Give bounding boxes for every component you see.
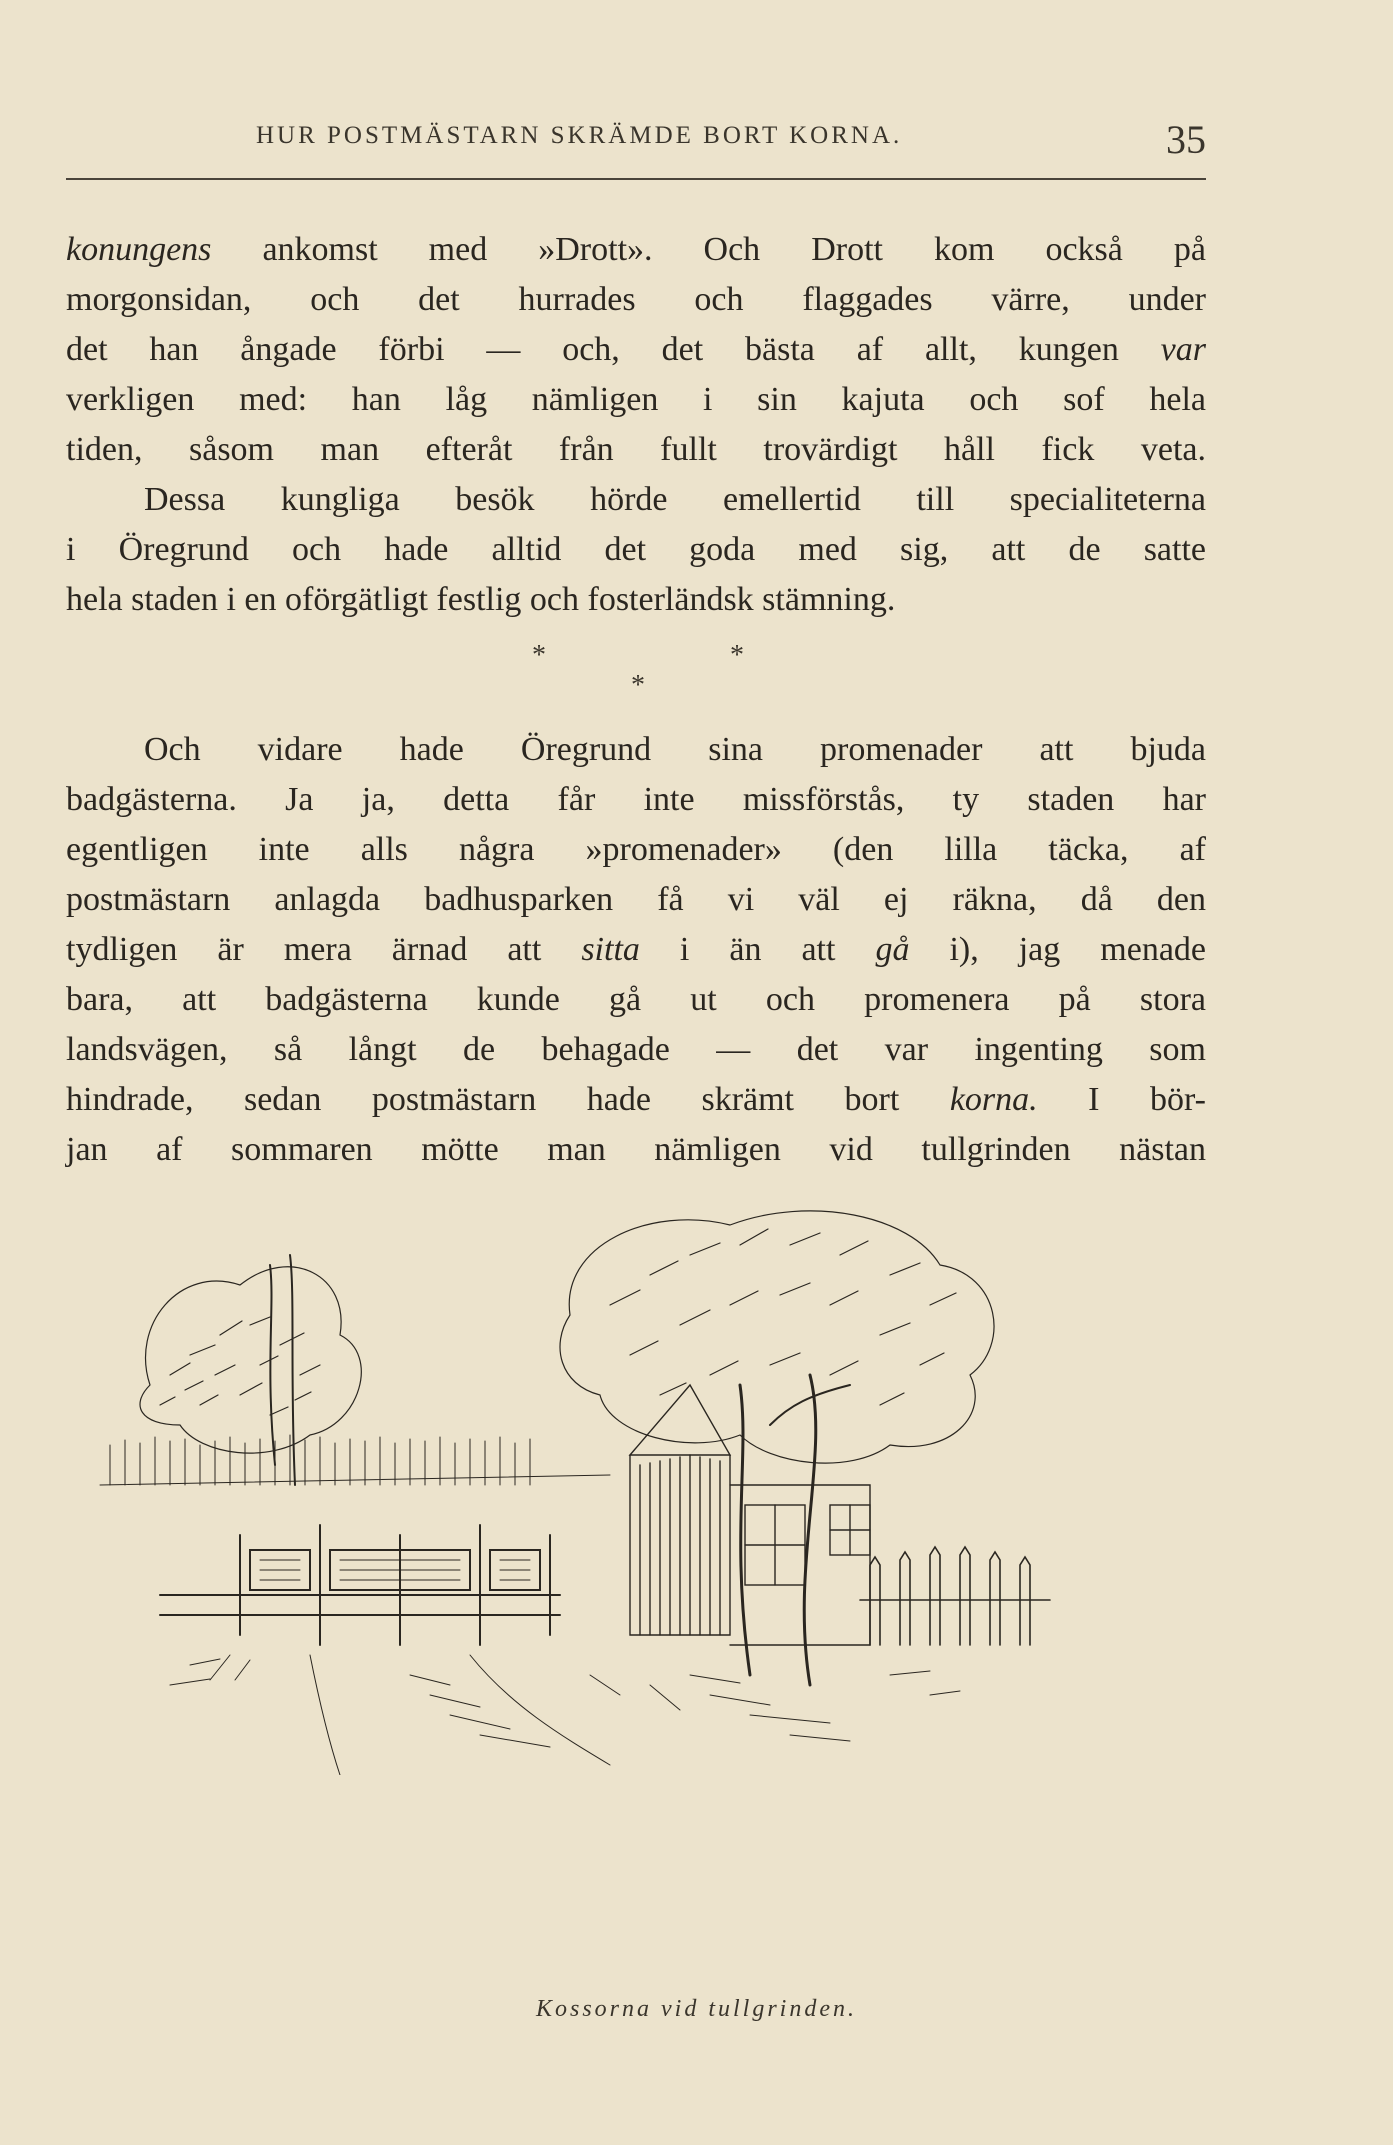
text-line [66,475,1206,525]
picket-fence-right [860,1547,1050,1645]
italic-word: var [1160,331,1206,368]
italic-word: gå [875,931,910,968]
text-line [66,425,1206,475]
line-text: ankomst med »Drott». Och Drott kom också på [211,231,1206,268]
running-head: HUR POSTMÄSTARN SKRÄMDE BORT KORNA. [256,122,903,149]
italic-word: konungens [66,231,212,268]
text-line [66,225,1206,275]
line-text: jan af sommaren mötte man nämligen vid tullgrinden nästan [66,1131,1206,1168]
page-header [66,117,1206,162]
house [630,1385,870,1645]
text-line [66,375,1206,425]
page-number: 35 [1166,117,1206,162]
asterisk: * [532,640,546,671]
asterism [0,640,1393,710]
line-text: verkligen med: han låg nämligen i sin kajuta och sof hela [66,381,1206,418]
ground [170,1655,960,1775]
text-line [66,325,1206,375]
back-fence [100,1435,610,1485]
line-text: det han ångade förbi — och, det bästa af allt, kungen [66,331,1161,368]
line-text: hela staden i en oförgätligt festlig och fosterländsk stämning. [66,581,896,618]
line-text: tydligen är mera ärnad att [66,931,582,968]
text-line [66,525,1206,575]
text-line [66,1025,1206,1075]
tree-foliage-left [140,1255,361,1485]
header-rule [66,178,1206,180]
engraving-cows-gate-icon [90,1205,1190,1775]
line-text: tiden, såsom man efteråt från fullt trovärdigt håll fick veta. [66,431,1206,468]
asterisk: * [631,670,645,701]
line-text: landsvägen, så långt de behagade — det var ingenting som [66,1031,1206,1068]
text-line [66,775,1206,825]
paragraph-1 [66,225,1206,625]
line-text: i än att [639,931,876,968]
text-line [66,925,1206,975]
paragraph-2 [66,725,1206,1175]
line-text: badgästerna. Ja ja, detta får inte missförstås, ty staden har [66,781,1206,818]
line-text: Dessa kungliga besök hörde emellertid till specialiteterna [144,481,1206,518]
line-text: bara, att badgästerna kunde gå ut och promenera på stora [66,981,1206,1018]
text-line [66,1125,1206,1175]
line-text: i Öregrund och hade alltid det goda med sig, att de satte [66,531,1206,568]
line-text: egentligen inte alls några »promenader» (den lilla täcka, af [66,831,1206,868]
gate [160,1525,560,1645]
text-line [66,575,1206,625]
asterisk: * [730,640,744,671]
text-line [66,825,1206,875]
italic-word: sitta [581,931,640,968]
text-line [66,275,1206,325]
text-line [66,975,1206,1025]
text-line [66,875,1206,925]
line-text: I bör- [1037,1081,1206,1118]
illustration-caption: Kossorna vid tullgrinden. [535,1996,857,2022]
italic-word: korna. [949,1081,1038,1118]
line-text: i), jag menade [909,931,1206,968]
line-text: Och vidare hade Öregrund sina promenader att bjuda [144,731,1206,768]
tree-foliage-right [560,1211,994,1685]
line-text: hindrade, sedan postmästarn hade skrämt bort [66,1081,950,1118]
text-line [66,1075,1206,1125]
line-text: postmästarn anlagda badhusparken få vi väl ej räkna, då den [66,881,1206,918]
line-text: morgonsidan, och det hurrades och flaggades värre, under [66,281,1206,318]
text-line [66,725,1206,775]
